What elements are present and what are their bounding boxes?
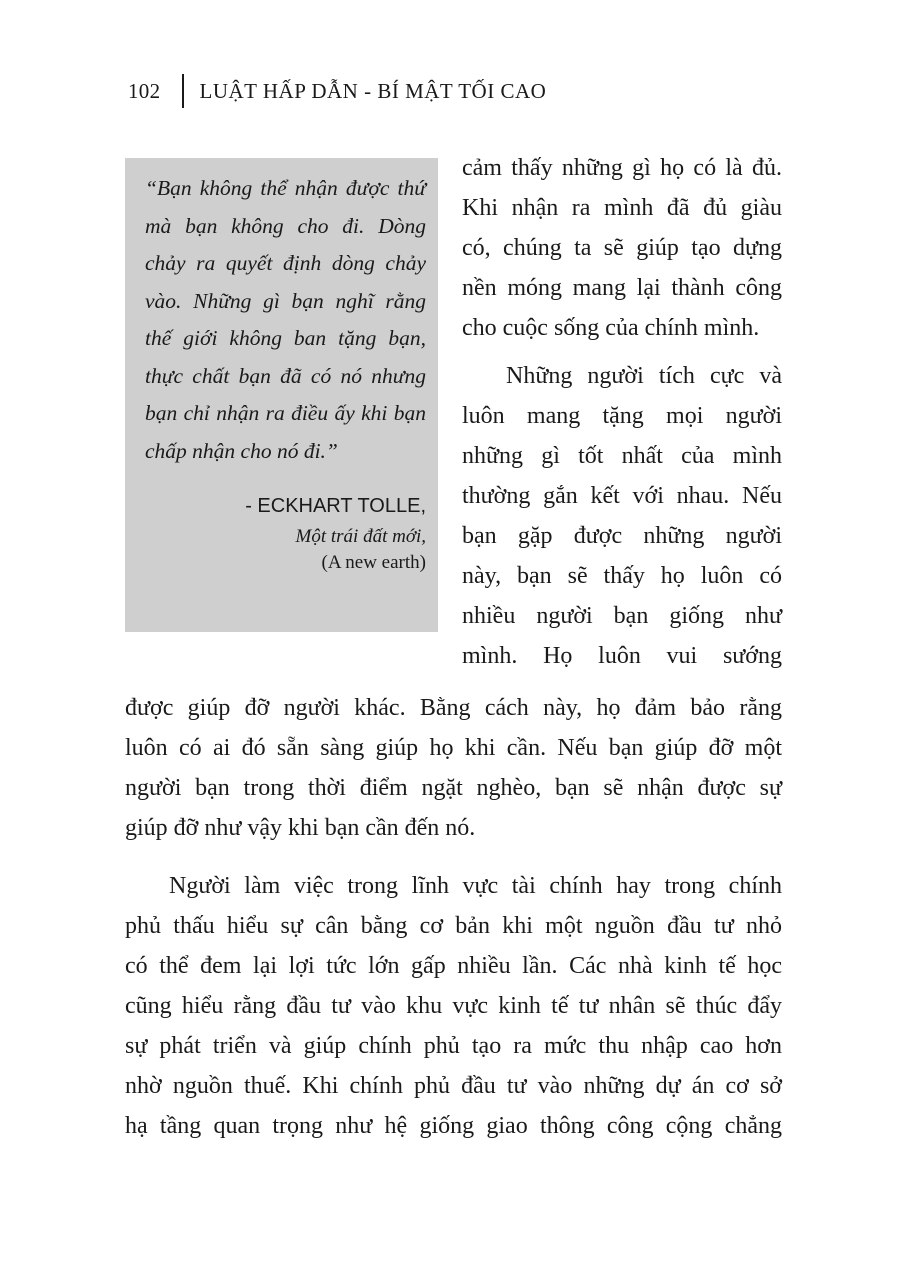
text-line: luôn mang tặng mọi người (462, 403, 782, 429)
text-line: có, chúng ta sẽ giúp tạo dựng (462, 235, 782, 261)
text-line: luôn có ai đó sẵn sàng giúp họ khi cần. Nếu bạn giúp đỡ một (125, 735, 782, 761)
text-line: cảm thấy những gì họ có là đủ. (462, 155, 782, 181)
page-header (128, 74, 546, 108)
quote-text: “Bạn không thể nhận được thứ mà bạn không cho đi. Dòng chảy ra quyết định dòng chảy vào. Những gì bạn nghĩ rằng thế giới không ban tặng bạn, thực chất bạn đã có nó nhưng bạn chỉ nhận ra điều ấy khi bạn chấp nhận cho nó đi.” (145, 176, 426, 463)
text-line: Khi nhận ra mình đã đủ giàu (462, 195, 782, 221)
header-divider (182, 74, 184, 108)
text-line: được giúp đỡ người khác. Bằng cách này, họ đảm bảo rằng (125, 695, 782, 721)
text-line: nền móng mang lại thành công (462, 275, 782, 301)
text-line: nhiều người bạn giống như (462, 603, 782, 629)
text-line: Những người tích cực và (506, 363, 782, 389)
quote-book-title: Một trái đất mới, (295, 526, 426, 547)
body-text (125, 688, 782, 1146)
text-line: hạ tầng quan trọng như hệ giống giao thông công cộng chẳng (125, 1113, 782, 1139)
text-line: Người làm việc trong lĩnh vực tài chính hay trong chính (169, 873, 782, 899)
quote-author: - ECKHART TOLLE, (245, 495, 426, 517)
text-line: phủ thấu hiểu sự cân bằng cơ bản khi một nguồn đầu tư nhỏ (125, 913, 782, 939)
right-column-text (462, 148, 782, 676)
text-line: thường gắn kết với nhau. Nếu (462, 483, 782, 509)
text-line: những gì tốt nhất của mình (462, 443, 782, 469)
text-line: mình. Họ luôn vui sướng (462, 643, 782, 669)
text-line: này, bạn sẽ thấy họ luôn có (462, 563, 782, 589)
text-line: nhờ nguồn thuế. Khi chính phủ đầu tư vào những dự án cơ sở (125, 1073, 782, 1099)
text-line: giúp đỡ như vậy khi bạn cần đến nó. (125, 815, 476, 841)
text-line: cũng hiểu rằng đầu tư vào khu vực kinh tế tư nhân sẽ thúc đẩy (125, 993, 782, 1019)
quote-book-title-en: (A new earth) (321, 552, 426, 573)
page-number: 102 (128, 78, 161, 103)
quote-box (125, 158, 438, 632)
text-line: người bạn trong thời điểm ngặt nghèo, bạn sẽ nhận được sự (125, 775, 782, 801)
text-line: bạn gặp được những người (462, 523, 782, 549)
text-line: có thể đem lại lợi tức lớn gấp nhiều lần. Các nhà kinh tế học (125, 953, 782, 979)
text-line: sự phát triển và giúp chính phủ tạo ra mức thu nhập cao hơn (125, 1033, 782, 1059)
running-title: LUẬT HẤP DẪN - BÍ MẬT TỐI CAO (199, 78, 547, 103)
text-line: cho cuộc sống của chính mình. (462, 315, 760, 341)
